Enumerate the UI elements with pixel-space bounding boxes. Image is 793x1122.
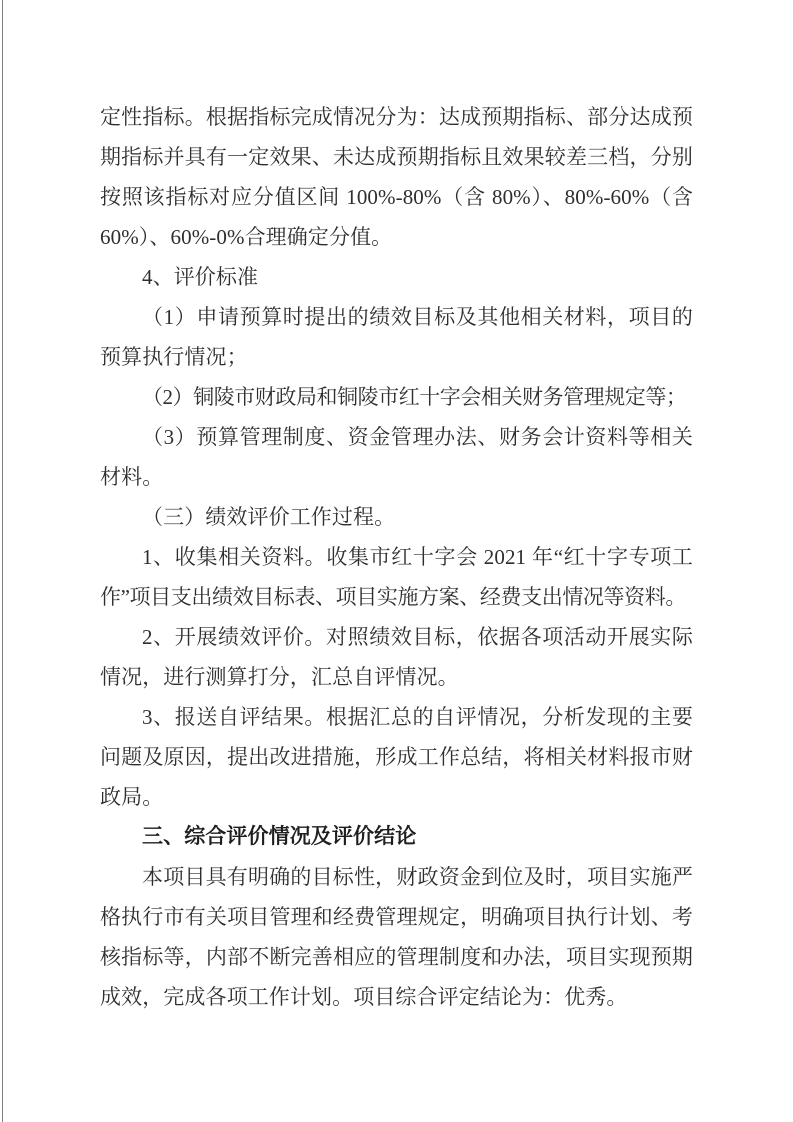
section-heading [100,817,693,857]
document-line: 按照该指标对应分值区间 100%-80%（含 80%）、80%-60%（含 [100,185,693,209]
document-line: 60%）、60%-0%合理确定分值。 [100,225,393,249]
document-line: 情况，进行测算打分，汇总自评情况。 [100,665,459,689]
document-line: 三、综合评价情况及评价结论 [142,825,417,848]
document-line: （3）预算管理制度、资金管理办法、财务会计资料等相关 [142,425,693,449]
paragraph [100,857,693,1017]
scan-edge-line [2,0,3,1122]
paragraph [100,377,693,417]
document-line: 核指标等，内部不断完善相应的管理制度和办法，项目实现预期 [100,945,693,969]
document-line: 作”项目支出绩效目标表、项目实施方案、经费支出情况等资料。 [100,585,686,609]
document-line: （三）绩效评价工作过程。 [142,505,396,529]
document-line: 预算执行情况； [100,345,248,369]
paragraph [100,297,693,377]
document-line: 期指标并具有一定效果、未达成预期指标且效果较差三档，分别 [100,145,693,169]
document-line: 成效，完成各项工作计划。项目综合评定结论为：优秀。 [100,985,628,1009]
document-line: （1）申请预算时提出的绩效目标及其他相关材料，项目的 [142,305,693,329]
paragraph [100,537,693,617]
document-line: 本项目具有明确的目标性，财政资金到位及时，项目实施严 [142,865,693,889]
document-text-block [100,97,693,1017]
paragraph [100,417,693,497]
document-line: 4、评价标准 [142,265,259,289]
paragraph [100,97,693,257]
document-line: 政局。 [100,785,164,809]
document-line: 定性指标。根据指标完成情况分为：达成预期指标、部分达成预 [100,105,693,129]
paragraph [100,617,693,697]
document-line: 问题及原因，提出改进措施，形成工作总结，将相关材料报市财 [100,745,693,769]
document-line: 材料。 [100,465,164,489]
paragraph [100,497,693,537]
document-line: 3、报送自评结果。根据汇总的自评情况，分析发现的主要 [142,705,693,729]
document-line: 格执行市有关项目管理和经费管理规定，明确项目执行计划、考 [100,905,693,929]
paragraph [100,697,693,817]
paragraph [100,257,693,297]
document-line: （2）铜陵市财政局和铜陵市红十字会相关财务管理规定等； [142,385,687,409]
document-line: 2、开展绩效评价。对照绩效目标，依据各项活动开展实际 [142,625,693,649]
document-line: 1、收集相关资料。收集市红十字会 2021 年“红十字专项工 [142,545,693,569]
